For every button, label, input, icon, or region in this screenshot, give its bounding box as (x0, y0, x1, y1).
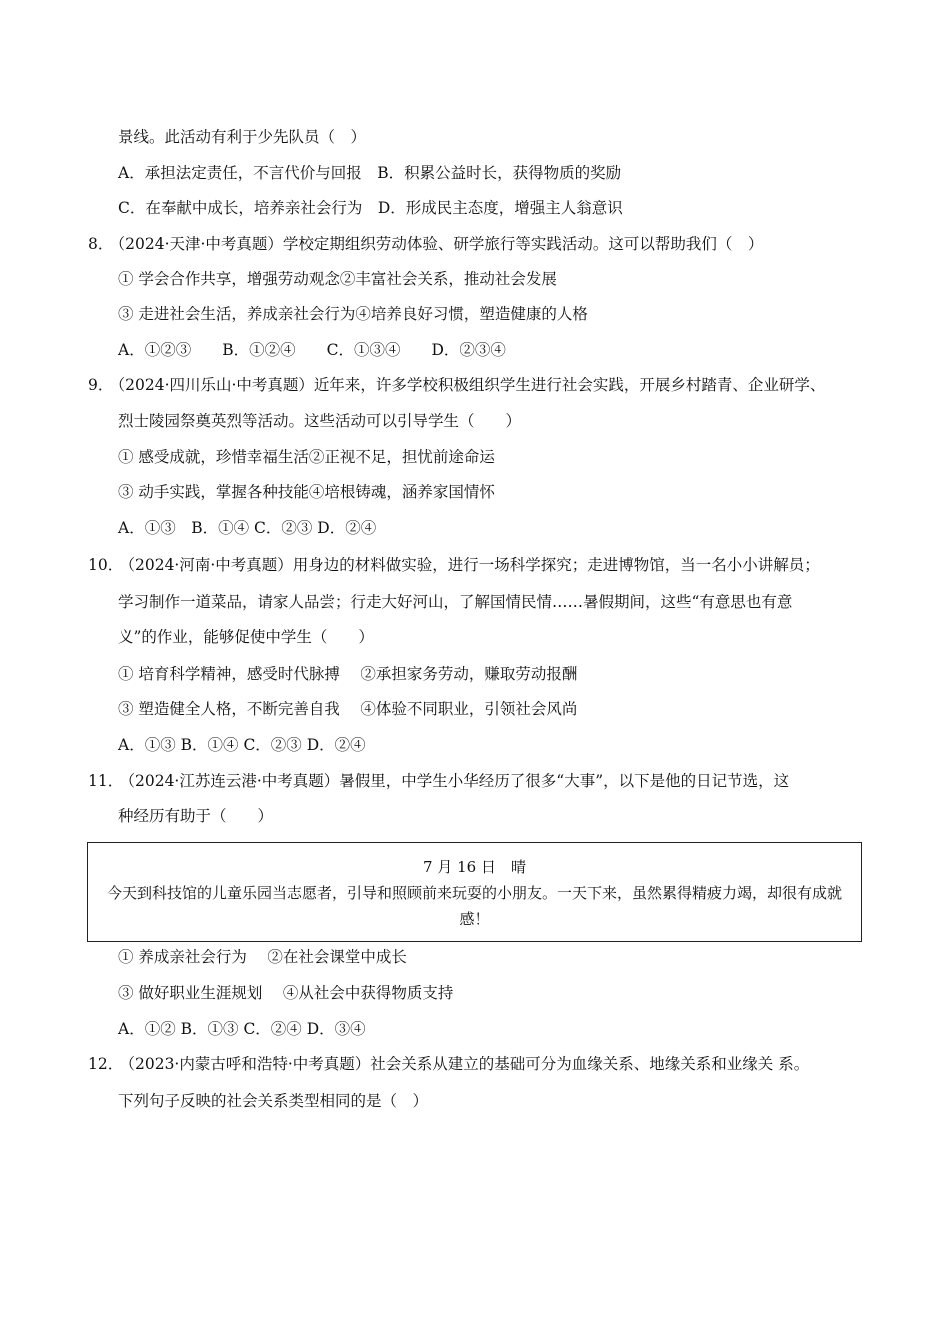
q9-stem (88, 375, 825, 395)
q11-statement-1: ① 养成亲社会行为 ②在社会课堂中成长 (118, 948, 407, 966)
diary-date: 7 月 16 日 晴 (423, 858, 526, 876)
q7-options-cd: C．在奉献中成长，培养亲社会行为 D．形成民主态度，增强主人翁意识 (118, 199, 623, 217)
q7-stem-continuation: 景线。此活动有利于少先队员（ ） (118, 128, 367, 146)
question-number: 8． (88, 235, 114, 253)
q8-stem (88, 234, 763, 254)
question-number: 12． (88, 1055, 124, 1073)
q10-statement-1: ① 培育科学精神，感受时代脉搏 ②承担家务劳动，赚取劳动报酬 (118, 665, 578, 683)
q10-stem-line3: 义”的作业，能够促使中学生（ ） (118, 628, 374, 646)
q11-statement-2: ③ 做好职业生涯规划 ④从社会中获得物质支持 (118, 984, 454, 1002)
question-text: （2024·江苏连云港·中考真题）暑假里，中学生小华经历了很多“大事”，以下是他的日记节选，这 (127, 772, 790, 790)
q9-stem-line2: 烈士陵园祭奠英烈等活动。这些活动可以引导学生（ ） (118, 412, 522, 430)
question-number: 10． (88, 556, 124, 574)
question-text: （2024·河南·中考真题）用身边的材料做实验，进行一场科学探究；走进博物馆，当一名小小讲解员； (127, 556, 820, 574)
q11-options: A．①② B．①③ C．②④ D．③④ (118, 1020, 366, 1038)
q8-statement-1: ① 学会合作共享，增强劳动观念②丰富社会关系，推动社会发展 (118, 270, 557, 288)
question-number: 9． (88, 376, 114, 394)
q10-stem-line2: 学习制作一道菜品，请家人品尝；行走大好河山，了解国情民情……暑假期间，这些“有意思也有意 (118, 593, 793, 611)
q10-statement-2: ③ 塑造健全人格，不断完善自我 ④体验不同职业，引领社会风尚 (118, 700, 578, 718)
q10-options: A．①③ B．①④ C．②③ D．②④ (118, 736, 366, 754)
q9-options: A．①③ B．①④ C．②③ D．②④ (118, 519, 377, 537)
q8-statement-2: ③ 走进社会生活，养成亲社会行为④培养良好习惯，塑造健康的人格 (118, 305, 588, 323)
q7-options-ab: A．承担法定责任，不言代价与回报 B．积累公益时长，获得物质的奖励 (118, 164, 622, 182)
question-text: （2024·四川乐山·中考真题）近年来，许多学校积极组织学生进行社会实践，开展乡村踏青、企业研学、 (117, 376, 826, 394)
q12-stem-line2: 下列句子反映的社会关系类型相同的是（ ） (118, 1092, 429, 1110)
q9-statement-1: ① 感受成就，珍惜幸福生活②正视不足，担忧前途命运 (118, 448, 495, 466)
question-text: （2024·天津·中考真题）学校定期组织劳动体验、研学旅行等实践活动。这可以帮助我们（ ） (117, 235, 764, 253)
q10-stem (88, 555, 820, 575)
q8-options: A．①②③ B．①②④ C．①③④ D．②③④ (118, 341, 506, 359)
question-text: （2023·内蒙古呼和浩特·中考真题）社会关系从建立的基础可分为血缘关系、地缘关系和业缘关 系。 (127, 1055, 810, 1073)
q11-stem-line2: 种经历有助于（ ） (118, 807, 274, 825)
q9-statement-2: ③ 动手实践，掌握各种技能④培根铸魂，涵养家国情怀 (118, 483, 495, 501)
diary-body: 今天到科技馆的儿童乐园当志愿者，引导和照顾前来玩耍的小朋友。一天下来，虽然累得精疲力竭，却很有成就感！ (106, 884, 842, 928)
q12-stem (88, 1054, 809, 1074)
question-number: 11． (88, 772, 124, 790)
q11-stem (88, 771, 789, 791)
diary-excerpt-box (87, 842, 862, 942)
